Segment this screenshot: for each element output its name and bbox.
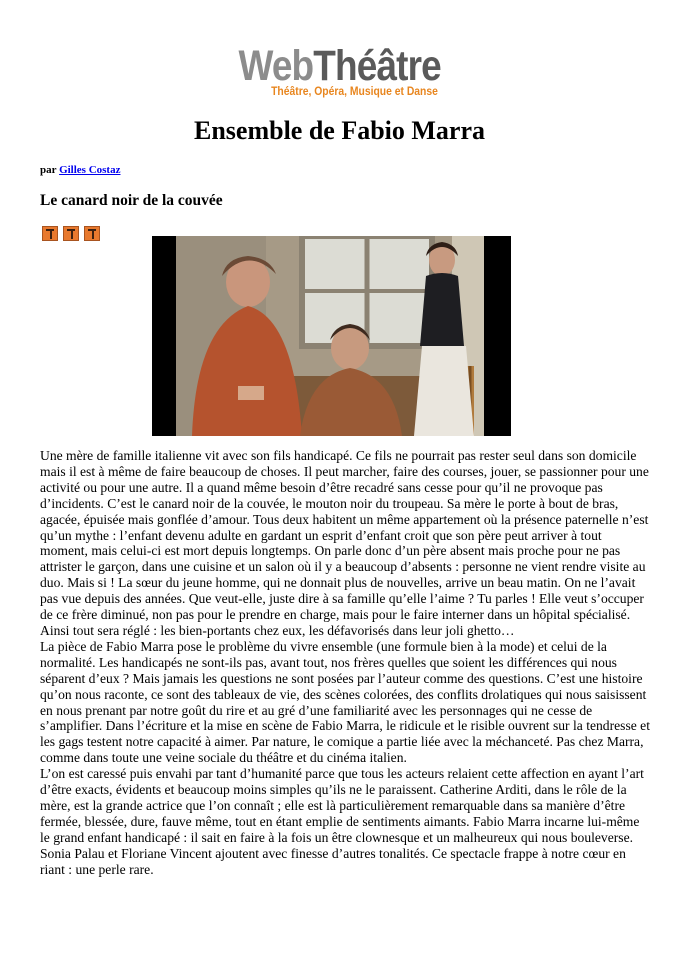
logo-wordmark <box>238 44 440 88</box>
rating <box>42 226 100 241</box>
article-title: Ensemble de Fabio Marra <box>193 116 486 145</box>
article-subtitle: Le canard noir de la couvée <box>40 192 223 209</box>
rating-t-icon <box>84 226 100 241</box>
paragraph: Une mère de famille italienne vit avec son fils handicapé. Ce fils ne pourrait pas rester seul dans son domicile mais il est à même de faire beaucoup de choses. Il peut marcher, faire des courses, jouer, se passionner pour une activité ou pour une autre. Il a quand même besoin d’être recadré sans cesse pour qu’il ne provoque pas d’incidents. C’est le canard noir de la couvée, le mouton noir du troupeau. Sa mère le porte à bout de bras, agacée, épuisée mais gonflée d’amour. Tous deux habitent un même appartement où la présence paternelle n’est qu’un mythe : l’enfant devenu adulte en gardant un esprit d’enfant croit que son père peut arriver à tout moment, mais celui-ci est mort depuis longtemps. On parle donc d’un père absent mais proche pour ne pas attrister le garçon, dans une cuisine et un salon où il y a beaucoup d’absents : personne ne vient rendre visite au duo. Mais si ! La sœur du jeune homme, qui ne donnait plus de nouvelles, arrive un beau matin. On ne l’avait pas vue depuis des années. Que veut-elle, juste dire à sa famille qu’elle l’aime ? Tu parles ! Elle veut s’occuper de ce frère diminué, non pas pour le prendre en charge, mais pour le faire interner dans un hôpital spécialisé. Ainsi tout sera réglé : les bien-portants chez eux, les défavorisés dans leur joli ghetto… <box>40 448 649 638</box>
author-link[interactable]: Gilles Costaz <box>59 164 121 176</box>
article-photo <box>152 236 511 436</box>
logo-theatre: Théâtre <box>313 42 441 90</box>
paragraph: La pièce de Fabio Marra pose le problème du vivre ensemble (une formule bien à la mode) et celui de la normalité. Les handicapés ne sont-ils pas, avant tout, nos frères quelles que soient les différences qui nous séparent d’eux ? Mais jamais les questions ne sont posées par l’auteur comme des questions. C’est une histoire qu’on nous raconte, ce sont des tableaux de vie, des scènes colorées, des conflits drolatiques qui nous saisissent en nous prenant par notre goût du rire et au gré d’une familiarité avec les personnages qui ne cesse de s’amplifier. Dans l’écriture et la mise en scène de Fabio Marra, le ridicule et le risible ouvrent sur la tendresse et les gags testent notre capacité à aimer. Par nature, le comique a partie liée avec la méchanceté. Pas chez Marra, comme dans toute une veine sociale du théâtre et du cinéma italien. <box>40 638 650 766</box>
logo-web: Web <box>238 42 314 90</box>
site-logo[interactable] <box>0 44 679 98</box>
rating-t-icon <box>42 226 58 241</box>
article-body <box>40 448 652 877</box>
logo-tagline: Théâtre, Opéra, Musique et Danse <box>271 86 438 98</box>
rating-t-icon <box>63 226 79 241</box>
paragraph: L’on est caressé puis envahi par tant d’humanité parce que tous les acteurs relaient cette affection en ayant l’art d’être exacts, évidents et beaucoup moins simples qu’ils ne le paraissent. Catherine Arditi, dans le rôle de la mère, est la grande actrice que l’on connaît ; elle est là particulièrement remarquable dans sa manière d’être fermée, blessée, dure, fauve même, tout en étant emplie de sentiments aimants. Fabio Marra incarne lui-même le grand enfant handicapé : il sait en faire à la fois un être clownesque et un malheureux qui nous bouleverse. Sonia Palau et Floriane Vincent ajoutent avec finesse d’autres tonalités. Ce spectacle frappe à notre cœur en riant : une perle rare. <box>40 766 644 877</box>
byline-prefix: par <box>40 164 57 176</box>
byline <box>40 164 120 176</box>
